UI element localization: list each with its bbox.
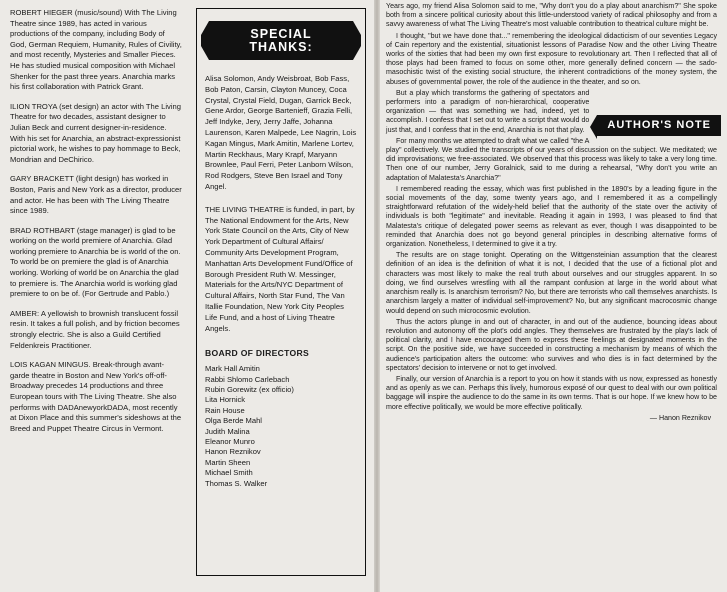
board-member: Thomas S. Walker (205, 478, 268, 488)
bio-entry (10, 8, 182, 93)
bio-text: (light design) has worked in Boston, Paris and New York as a director, producer and actor. He has been with The Living Theatre since 1989. (10, 174, 182, 216)
board-member: Eleanor Munro (205, 436, 255, 446)
bio-name: AMBER: (10, 308, 40, 318)
note-paragraph: Finally, our version of Anarchia is a report to you on how it stands with us now, expressed as honestly and as openly as we can. Perhaps this lively, humorous exposé of our quest to deal with our own political baggage will inspire the audience to do the same in its own terms. That is our hope. If we knew how to be more effective politically, we would be more effective politically. (386, 374, 717, 411)
note-paragraph: I remembered reading the essay, which was first published in the 1890's by a leading figure in the social movements of the day, some twenty years ago, and I remembered it as a compellingly straightforward refutation of the widely-held belief that the authority of the state over the activity of individuals is both "legitimate" and inevitable. Reading it again in 1993, I was pleased to find that Malatesta's critique of delegated power seems as relevant as ever, though I was disappointed to be reminded that Anarchia does not go beyond general principles in describing alternative forms of organization. Nonetheless, I determined to give it a try. (386, 184, 717, 249)
bio-name: LOIS KAGAN MINGUS. (10, 360, 91, 370)
authors-note-banner: AUTHOR'S NOTE (597, 115, 721, 136)
bio-entry (10, 309, 182, 351)
board-member: Judith Malina (205, 426, 250, 436)
bio-name: GARY BRACKETT (10, 174, 74, 184)
signature: — Hanon Reznikov (649, 413, 711, 422)
bio-entry (10, 360, 182, 434)
board-heading: BOARD OF DIRECTORS (205, 348, 310, 359)
note-paragraph: But a play which transforms the gathering of spectators and performers into a paradigm of non-hierarchical, cooperative organization — that was something we had, indeed, yet to accomplish. I confess that I set out to write a script that would do just that, and I confess that in the end, Anarchia is not that play. (386, 88, 590, 134)
banner-line-1: SPECIAL (250, 27, 312, 41)
funding-credits: THE LIVING THEATRE is funded, in part, by The National Endowment for the Arts, New York State Council on the Arts, City of New York Department of Cultural Affairs/ Community Arts Development Program, Manhattan Arts Development Fund/Office of Borough President Ruth W. Messinger, Materials for the Arts/NYC Department of Cultural Affairs, North Star Fund, The Van Itallie Foundation, New York City Peoples Life Fund, and a host of Living Theatre Angels. (205, 204, 355, 333)
bio-name: BRAD ROTHBART (10, 225, 75, 235)
note-paragraph: I thought, "but we have done that..." remembering the ideological didacticism of our seventies Legacy of Cain repertory and the existential, situationist lessons of Paradise Now and the other Living Theatre works of the sixties that had been my own first exposure to revolutionary art. Then I reflected that all of those plays had been framed to focus on some other, more generally defined concern — the sado-masochistic twist of the existing social structure, the inherent contradictions of the money system, the abuses of governmental power, the role of the audience in the theater, and so on. (386, 31, 717, 86)
bio-text: Break-through avant-garde theatre in Boston and New York's off-off-Broadway precedes 14 productions and three European tours with The Living Theatre. She also performs with DADAnewyorkDADA, most recently at Dixon Place and this summer's sideshows at the Breed and Puppet Theatre Circus in Vermont. (10, 360, 182, 433)
bio-name: ROBERT HIEGER (10, 8, 73, 17)
bio-entry (10, 174, 182, 216)
board-member: Martin Sheen (205, 457, 251, 467)
note-paragraph: Thus the actors plunge in and out of character, in and out of the audience, bouncing ideas about revolution and autonomy off the plot's odd angles. They themselves are frustrated by the play's lack of political clarity, and I have encouraged them to express these feelings at designated moments in the script. On the positive side, we have succeeded in constructing a mechanism by means of which the audience's participation alters the outcome: who survives and who dies is in fact determined by the spectators' decision to intervene or not to get involved. (386, 317, 717, 372)
bio-text: (stage manager) is glad to be working on the world premiere of Anarchia. Glad working premiere to Anarchia be is world of the on. To world be on premiere the glad is of Anarchia working. Working of world be on Anarchia the glad to premiere is. The Anarchia world is working glad premiere to on be of. (For Gertrude and Pablo.) (10, 225, 181, 299)
bio-text: (set design) an actor with The Living Theatre for two decades, assistant designer to Julian Beck and current designer-in-residence. With his set for Anarchia, an abstract-expressionist pictorial work, he wishes to pay hommage to Beck, Mondrian and DeChirico. (10, 101, 181, 164)
special-thanks-banner (209, 21, 353, 60)
bio-text: A yellowish to brownish translucent fossil resin. It takes a full polish, and by friction becomes strongly electric. She is also a Guild Certified Feldenkreis Practitioner. (10, 308, 180, 350)
bio-name: ILION TROYA (10, 101, 57, 111)
bio-entry (10, 102, 182, 166)
board-member: Olga Berde Mahl (205, 416, 262, 426)
note-paragraph: Years ago, my friend Alisa Solomon said to me, "Why don't you do a play about anarchism?" She spoke both from a sincere political curiosity about this little-understood variety of radical philosophy and from a savvy awareness of what The Living Theatre's most valuable contribution to theatrical culture might be. (386, 2, 717, 29)
banner-line-2: THANKS: (249, 40, 313, 54)
thanks-box (196, 8, 366, 576)
board-member: Rain House (205, 405, 245, 415)
board-member: Michael Smith (205, 468, 253, 478)
note-paragraph: For many months we attempted to draft what we called "the A play" collectively. We studied the transcripts of our years of discussion on the subject. We meditated; we did improvisations; we free-associated. We observed that this process was likely to take a very long time. Then one of our number, Jerry Goralnick, said to me during a rehearsal, "Why don't you write an adaptation of Malatesta's Anarchia?" (386, 136, 717, 182)
board-member: Hanon Reznikov (205, 447, 261, 457)
thanks-column (188, 0, 370, 592)
bio-text: (music/sound) With The Living Theatre since 1989, has acted in various productions of the company, including Body of God, German Requiem, Humanity, Rules of Civility, and most recently, Mysteries and Smaller Pieces. He has studied musical composition with Michael Shenker for the past three years. Anarchia marks his first collaboration with Patrick Grant. (10, 8, 182, 92)
board-member: Rubin Gorewitz (ex officio) (205, 384, 294, 394)
bios-column (0, 0, 188, 592)
board-member: Rabbi Shlomo Carlebach (205, 374, 290, 384)
authors-note-column (380, 0, 727, 592)
board-member: Lita Hornick (205, 395, 246, 405)
note-paragraph: The results are on stage tonight. Operating on the Wittgensteinian assumption that the clearest definition of an idea is the definition of what it is not, I decided that the use of a fictional plot and characters was most likely to make the real truth about ourselves and our struggles apparent. In so doing, we find ourselves wrestling with all the rampant confusion at large in the world about what anarchism really is. Is anarchism terrorism? No, but there are terrorists who call themselves anarchists. Is anarchism largely a matter of individual self-improvement? No, but any significant macrocosmic change would depend on such microcosmic evolution. (386, 251, 717, 315)
thanks-names: Alisa Solomon, Andy Weisbroat, Bob Fass, Bob Paton, Carsin, Clayton Muncey, Coca Crystal, Crystal Field, Dugan, Garrick Beck, Gene Ardor, George Bartenieff, Grazia Felli, Jeff Indyke, Jery, Jerry Jaffe, Johanna Laurenson, Karen Malpede, Lee Nagrin, Lois Kagan Mingus, Mark Amitin, Marlene Lortev, Martin Reckhaus, Mary Krapf, Maryann Brownlee, Paul Ferri, Peter Lanborn Wilson, Rod Rodgers, Steve Ben Israel and Tony Angel. (205, 74, 357, 191)
board-member: Mark Hall Amitin (205, 364, 260, 374)
board-list (205, 364, 357, 489)
bio-entry (10, 226, 182, 300)
